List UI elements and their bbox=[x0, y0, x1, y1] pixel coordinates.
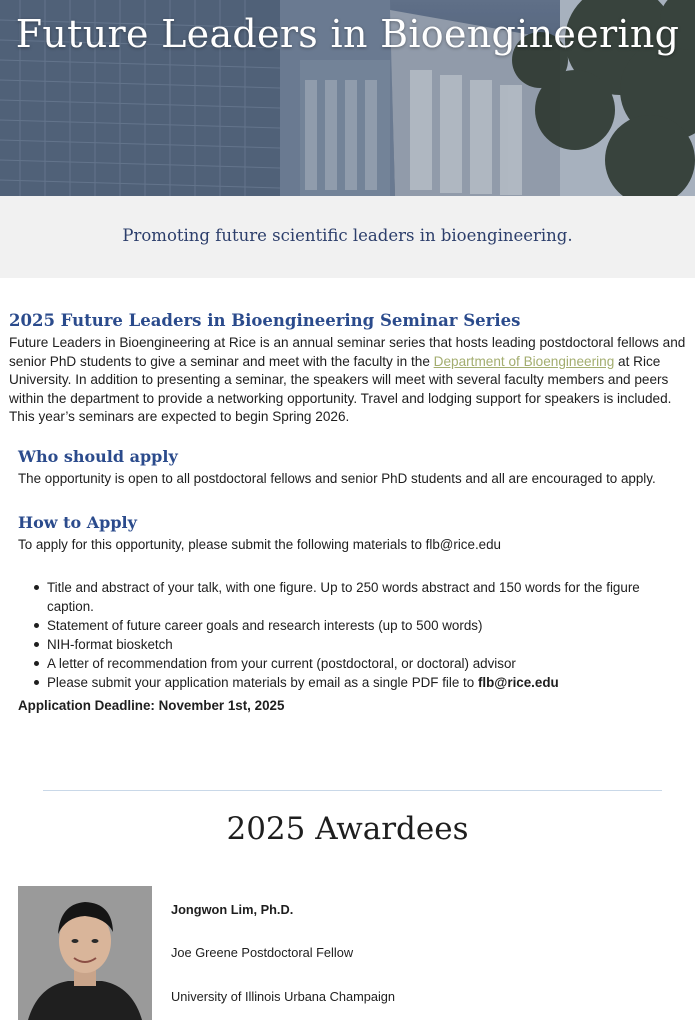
awardee-portrait bbox=[18, 886, 152, 1020]
series-intro bbox=[9, 334, 689, 427]
list-item: A letter of recommendation from your current (postdoctoral, or doctoral) advisor bbox=[47, 654, 657, 673]
application-deadline: Application Deadline: November 1st, 2025 bbox=[18, 698, 285, 713]
awardee-fellowship: Joe Greene Postdoctoral Fellow bbox=[171, 945, 354, 960]
list-item: Statement of future career goals and research interests (up to 500 words) bbox=[47, 616, 657, 635]
intro-text-start: Future Leaders in Bioengineering at Rice is an annual seminar series that hosts leading postdoctoral fellows and senior PhD students to give a seminar and meet with the faculty in the bbox=[9, 335, 686, 369]
application-email[interactable]: flb@rice.edu bbox=[477, 675, 559, 690]
tagline-band bbox=[0, 196, 695, 278]
who-should-apply-text: The opportunity is open to all postdoctoral fellows and senior PhD students and all are encouraged to apply. bbox=[18, 471, 656, 486]
list-item: Title and abstract of your talk, with one figure. Up to 250 words abstract and 150 words for the figure caption. bbox=[47, 578, 657, 616]
hero-banner bbox=[0, 0, 695, 196]
section-divider bbox=[43, 790, 662, 791]
awardee-photo bbox=[18, 886, 152, 1020]
list-item bbox=[47, 673, 657, 692]
awardee-name: Jongwon Lim, Ph.D. bbox=[171, 902, 294, 917]
tagline: Promoting future scientific leaders in bioengineering. bbox=[122, 226, 573, 245]
how-to-apply-heading: How to Apply bbox=[18, 513, 137, 532]
bioengineering-department-link[interactable]: Department of Bioengineering bbox=[433, 353, 615, 369]
series-heading: 2025 Future Leaders in Bioengineering Seminar Series bbox=[9, 311, 521, 330]
intro-text-end: at Rice University. In addition to presenting a seminar, the speakers will meet with several faculty members and peers within the department to provide a networking opportunity. Travel and lodging support for speakers is included. This year’s seminars are expected to begin Spring 2026. bbox=[9, 353, 672, 425]
list-item: NIH-format biosketch bbox=[47, 635, 657, 654]
awardees-heading: 2025 Awardees bbox=[226, 811, 469, 847]
requirements-list bbox=[47, 578, 657, 692]
hero-title: Future Leaders in Bioengineering bbox=[15, 12, 680, 56]
how-to-apply-text: To apply for this opportunity, please submit the following materials to flb@rice.edu bbox=[18, 537, 502, 552]
awardee-university: University of Illinois Urbana Champaign bbox=[171, 989, 396, 1004]
submit-instructions: Please submit your application materials by email as a single PDF file to bbox=[47, 675, 478, 690]
who-should-apply-heading: Who should apply bbox=[18, 447, 178, 466]
